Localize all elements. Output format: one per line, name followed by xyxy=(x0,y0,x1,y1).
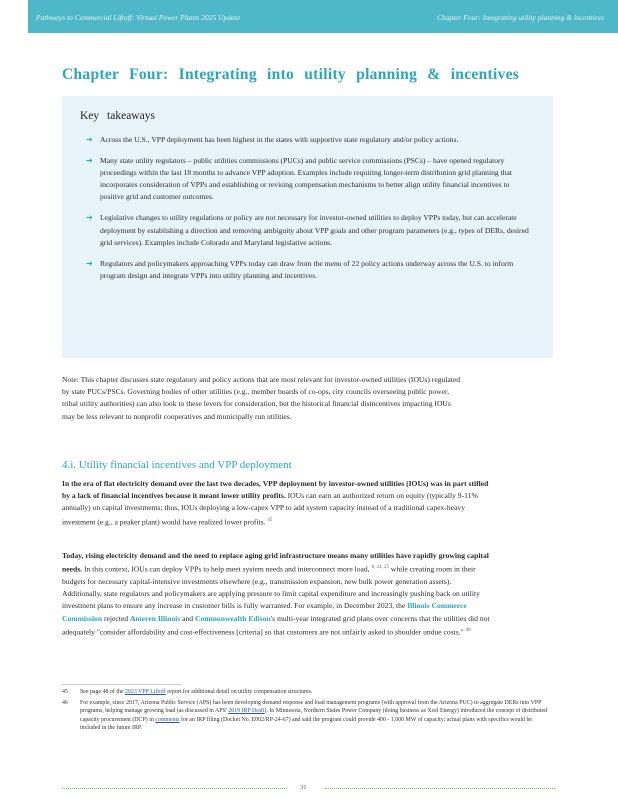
footnote-text: For example, since 2017, Arizona Public Service (APS) has been developing demand response and load management programs (with approval from the Arizona PUC) to aggregate DERs into VPP programs, helping manage growing load (as discussed in APS' xyxy=(80,699,542,715)
word-and: and xyxy=(182,613,194,623)
takeaway-text: Legislative changes to utility regulations or policy are not necessary for investor-owned utilities to deploy VPPs today, but can accelerate deployment by establishing a direction and removing ambiguity about VPP goals and other program parameters (e.g., types of DERs, desired grid services). Examples include Colorado and Maryland legislative actions. xyxy=(100,213,529,247)
paragraph-lead: Today, rising electricity demand and the need to replace aging grid infrastructure means many utilities have rapidly growing capital needs. xyxy=(62,551,489,574)
entity-ameren-illinois[interactable]: Ameren Illinois xyxy=(129,613,181,623)
takeaway-text: Across the U.S., VPP deployment has been highest in the states with supportive state regulatory and/or policy actions. xyxy=(100,135,459,144)
footnotes xyxy=(62,688,552,735)
list-item xyxy=(74,134,534,146)
footnote-number: 45 xyxy=(62,689,68,695)
key-takeaways-list xyxy=(74,134,534,291)
footnote-text: See page 48 of the xyxy=(80,689,124,695)
footnote-ref[interactable]: 8, 24, 25 xyxy=(371,565,389,571)
paragraph-incentives xyxy=(62,478,492,528)
list-item xyxy=(74,212,534,248)
paragraph-body: 's multi-year integrated grid plans over concerns that the utilities did not adequately "consider affordability and cost-effectiveness [criteria] so that customers are not unfairly asked to shoulder undue costs." xyxy=(62,613,490,637)
footnote-45 xyxy=(62,688,552,697)
footnote-link[interactable]: comments xyxy=(155,716,180,723)
footnote-text: for an IRP filing (Docket No. E002/RP-24-67) and said the program could provide 400 - 1,000 MW of capacity; actual plans with specifics would be included in the future IRP. xyxy=(80,716,533,732)
page-number: 31 xyxy=(300,784,307,791)
paragraph-body: while creating room in their budgets for necessary capital-intensive investments elsewhere (e.g., transmission expansion, new bulk power generation assets). Additionally, state regulators and policymakers are applying pressure to limit capital expenditure and increasingly pushing back on utility investment plans to ensure any increase in customer bills is fully warranted. For example, in December 2023, the xyxy=(62,564,480,611)
footnote-divider xyxy=(62,684,182,685)
entity-illinois-commerce-commission[interactable]: Illinois Commerce Commission xyxy=(62,601,467,623)
footnote-ref[interactable]: 46 xyxy=(465,627,471,633)
paragraph-demand xyxy=(62,550,492,638)
paragraph-body: In this context, IOUs can deploy VPPs to help meet system needs and interconnect more load, xyxy=(83,564,370,574)
takeaway-text: Many state utility regulators – public utilities commissions (PUCs) and public service commissions (PSCs) – have opened regulatory proceedings within the last 18 months to advance VPP adoption. Examples include requiring longer-term distribution grid planning that incorporates consideration of VPPs and establishing or revising compensation mechanisms to better align utility financial incentives to positive grid and customer outcomes. xyxy=(100,156,512,202)
header-chapter-title: Chapter Four: Integrating utility planning & incentives xyxy=(436,13,604,22)
arrow-bullet-icon: ➔ xyxy=(86,135,93,144)
chapter-title: Chapter Four: Integrating into utility planning & incentives xyxy=(62,66,520,83)
footnote-link[interactable]: 2019 IRP Draft xyxy=(228,708,265,715)
arrow-bullet-icon: ➔ xyxy=(86,213,93,223)
chapter-note: Note: This chapter discusses state regulatory and policy actions that are most relevant for investor-owned utilities (IOUs) regulated by state PUCs/PSCs. Governing bodies of other utilities (e.g., member boards of co-ops, city councils overseeing public power, tribal utility authorities) can also look to these levers for consideration, but the historical financial disincentives impacting IOUs may be less relevant to nonprofit cooperatives and municipally run utilities. xyxy=(62,375,461,421)
header-band xyxy=(28,0,618,33)
footnote-text: report for additional detail on utility compensation structures. xyxy=(167,689,313,695)
word-rejected: rejected xyxy=(104,613,129,623)
footnote-number: 46 xyxy=(62,699,68,706)
list-item xyxy=(74,155,534,203)
footnote-text: ). In Minnesota, Northern States Power Company (doing business as Xcel Energy) introduced the concept of distributed capacity procurement (DCP) in xyxy=(80,708,548,723)
section-title: 4.i. Utility financial incentives and VPP deployment xyxy=(62,459,292,471)
header-report-title: Pathways to Commercial Liftoff: Virtual Power Plants 2025 Update xyxy=(36,13,241,22)
footer-divider-left xyxy=(62,788,287,789)
takeaway-text: Regulators and policymakers approaching VPPs today can draw from the menu of 22 policy actions underway across the U.S. to inform program design and integrate VPPs into utility planning and incentives. xyxy=(100,258,514,280)
arrow-bullet-icon: ➔ xyxy=(86,156,93,166)
paragraph-body: IOUs can earn an authorized return on equity (typically 9-11% annually) on capital investments; thus, IOUs deploying a low-capex VPP to add system capacity instead of a traditional capex-heavy investment (e.g., a peaker plant) would have realized lower profits. xyxy=(62,491,478,527)
footnote-46 xyxy=(62,699,552,733)
entity-commonwealth-edison[interactable]: Commonwealth Edison xyxy=(195,613,271,623)
arrow-bullet-icon: ➔ xyxy=(86,258,93,268)
key-takeaways-box xyxy=(62,96,553,358)
footnote-link[interactable]: 2023 VPP Liftoff xyxy=(125,689,166,695)
list-item xyxy=(74,258,534,282)
key-takeaways-title: Key takeaways xyxy=(80,110,155,122)
paragraph-lead: In the era of flat electricity demand over the last two decades, VPP deployment by investor-owned utilities (IOUs) was in part stifled by a lack of financial incentives because it meant lower utility profits. xyxy=(62,479,489,501)
footer-divider-right xyxy=(325,788,555,789)
footnote-ref[interactable]: 45 xyxy=(267,517,273,523)
